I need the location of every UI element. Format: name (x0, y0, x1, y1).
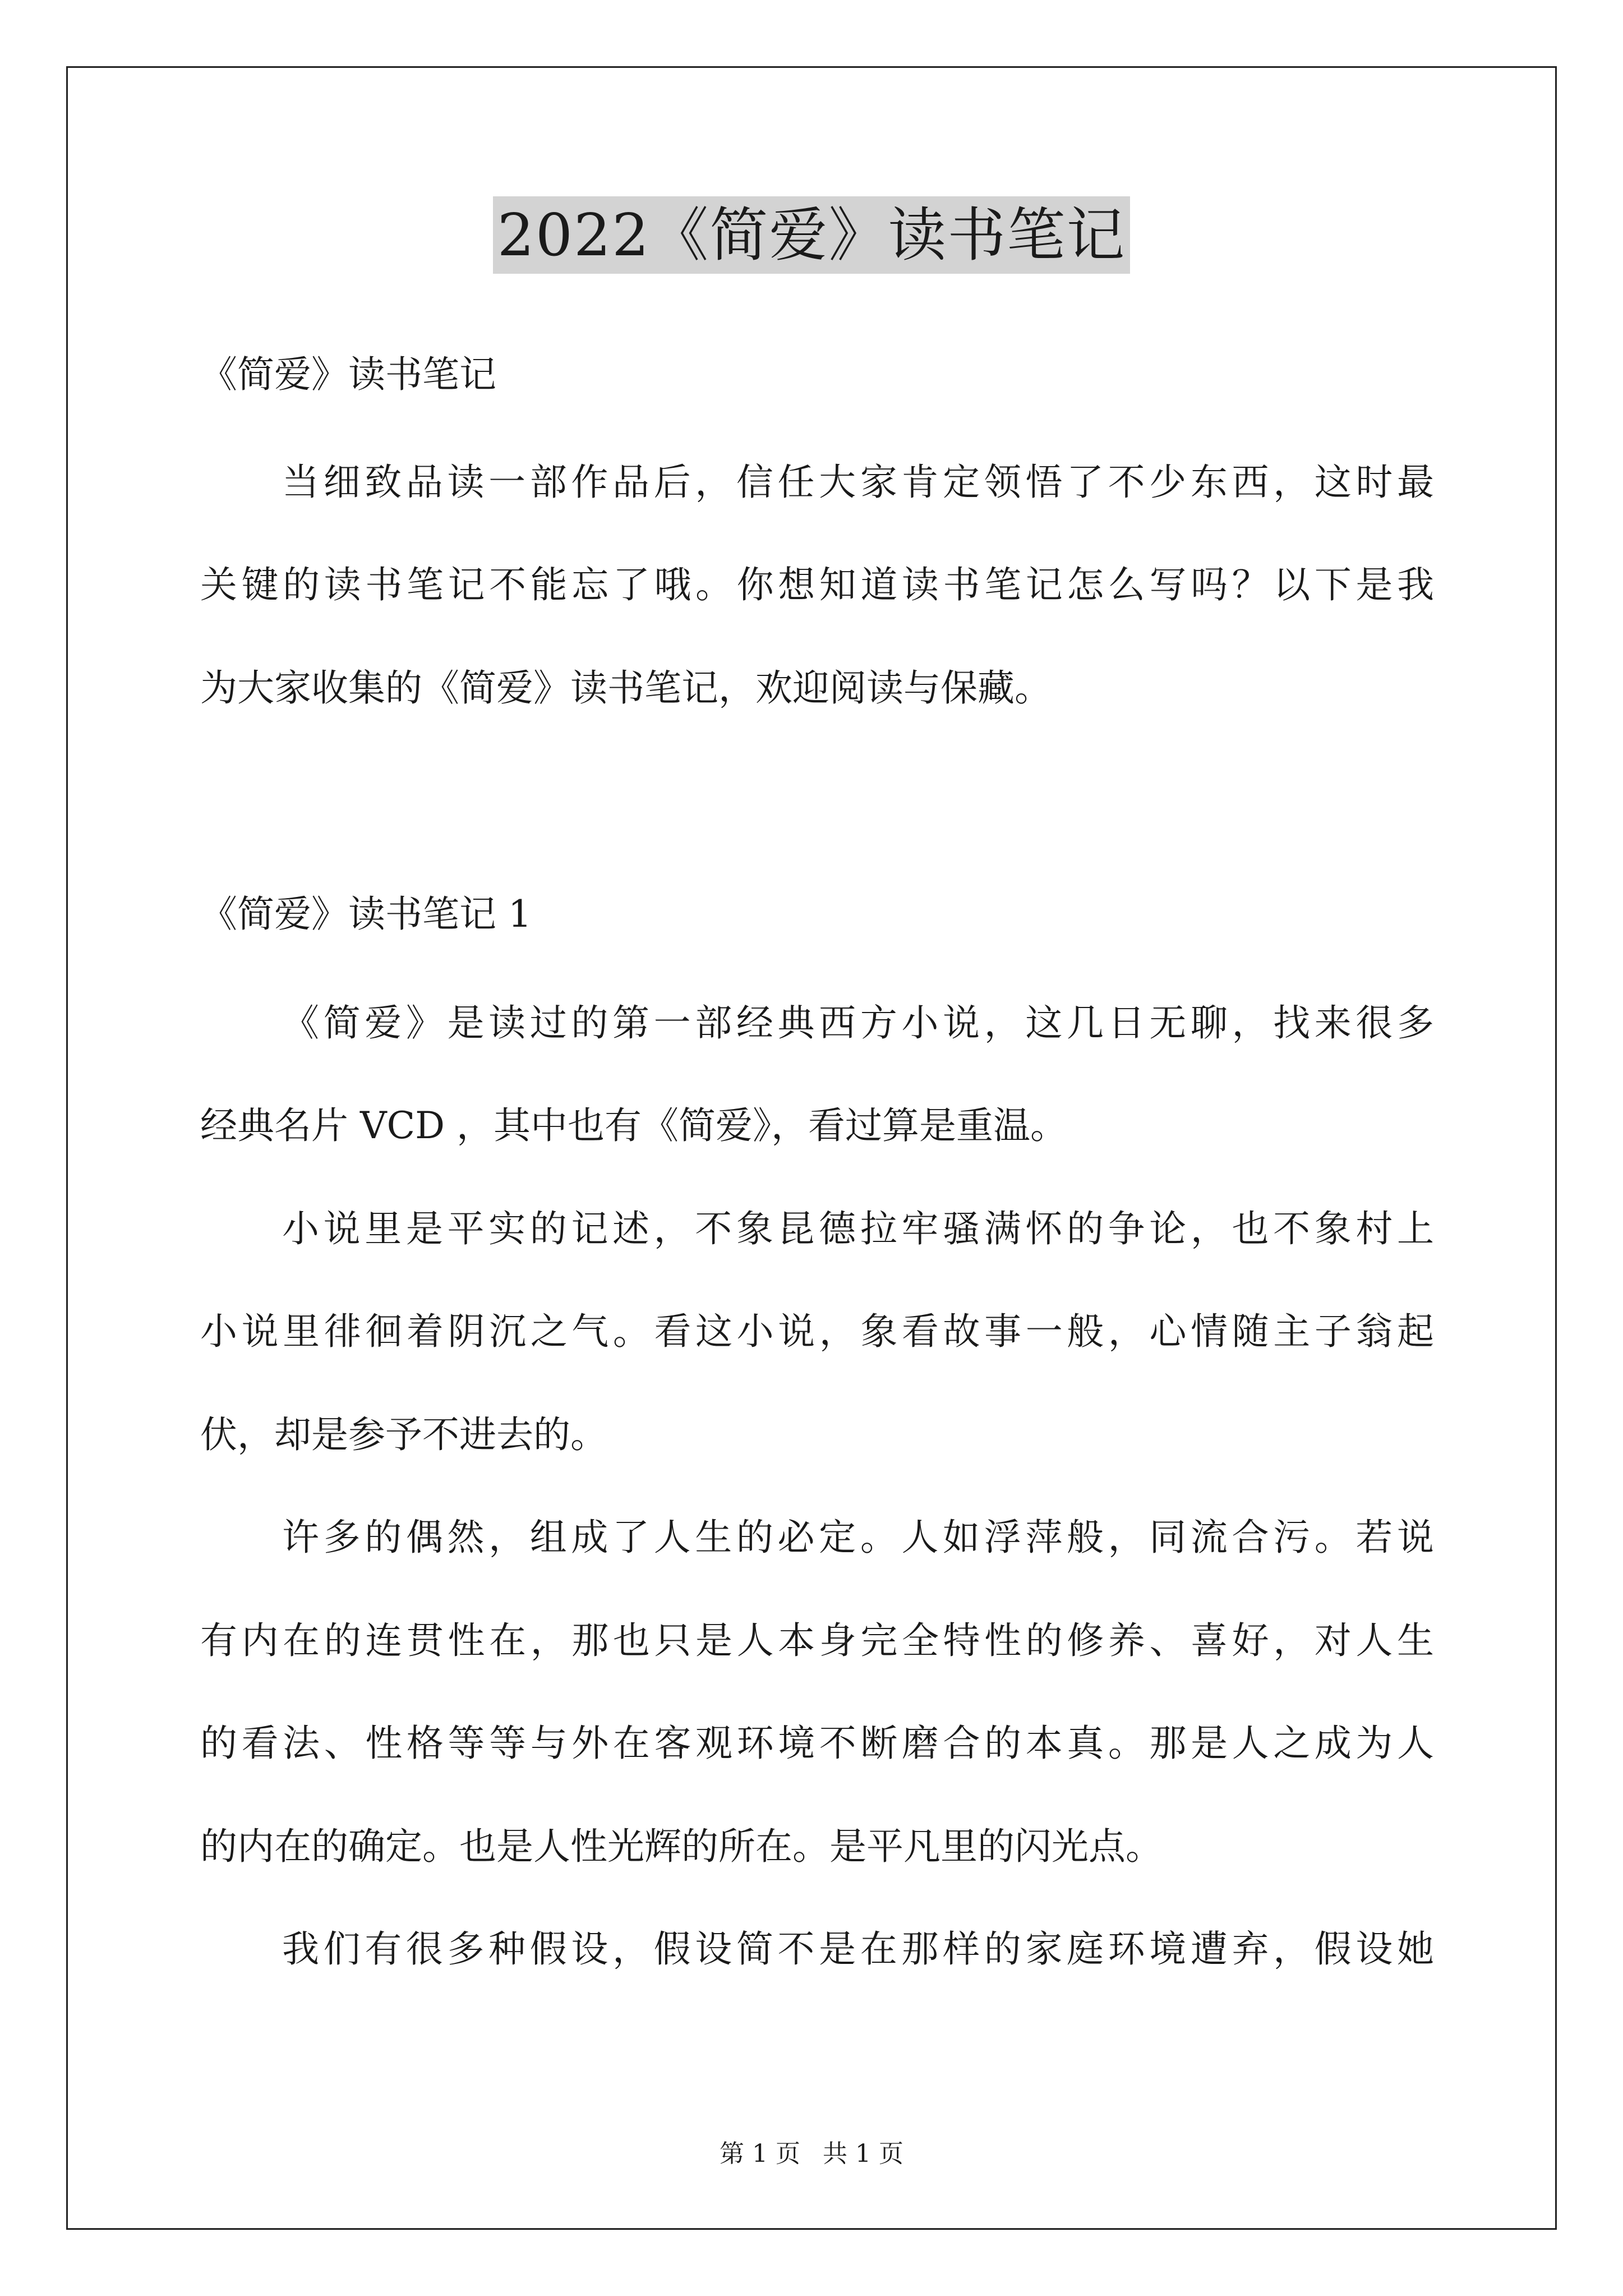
para1-line-1: 《简爱》是读过的第一部经典西方小说，这几日无聊，找来很多 (282, 1001, 1434, 1045)
para2-line-2: 小说里徘徊着阴沉之气。看这小说，象看故事一般，心情随主子翁起 (200, 1310, 1434, 1353)
para3-line-3: 的看法、性格等等与外在客观环境不断磨合的本真。那是人之成为人 (200, 1722, 1434, 1765)
document-title: 2022《简爱》读书笔记 (493, 196, 1131, 274)
intro-line-2: 关键的读书笔记不能忘了哦。你想知道读书笔记怎么写吗？以下是我 (200, 563, 1434, 606)
para2-line-3: 伏，却是参予不进去的。 (200, 1413, 607, 1456)
subtitle: 《简爱》读书笔记 (200, 353, 496, 396)
para3-line-1: 许多的偶然，组成了人生的必定。人如浮萍般，同流合污。若说 (282, 1516, 1434, 1559)
para1-line-2: 经典名片 VCD ，其中也有《简爱》，看过算是重温。 (200, 1104, 1068, 1147)
para4-line-1: 我们有很多种假设，假设简不是在那样的家庭环境遭弃，假设她 (282, 1927, 1434, 1971)
intro-line-1: 当细致品读一部作品后，信任大家肯定领悟了不少东西，这时最 (282, 461, 1434, 504)
section-heading: 《简爱》读书笔记 1 (200, 892, 532, 936)
para3-line-2: 有内在的连贯性在，那也只是人本身完全特性的修养、喜好，对人生 (200, 1619, 1434, 1662)
para2-line-1: 小说里是平实的记述，不象昆德拉牢骚满怀的争论，也不象村上 (282, 1207, 1434, 1250)
page-number: 第 1 页 (720, 2139, 800, 2168)
page-footer (0, 2138, 1623, 2170)
para3-line-4: 的内在的确定。也是人性光辉的所在。是平凡里的闪光点。 (200, 1825, 1163, 1868)
title-container (0, 196, 1623, 274)
intro-line-3: 为大家收集的《简爱》读书笔记，欢迎阅读与保藏。 (200, 666, 1052, 710)
page-total: 共 1 页 (823, 2139, 903, 2168)
